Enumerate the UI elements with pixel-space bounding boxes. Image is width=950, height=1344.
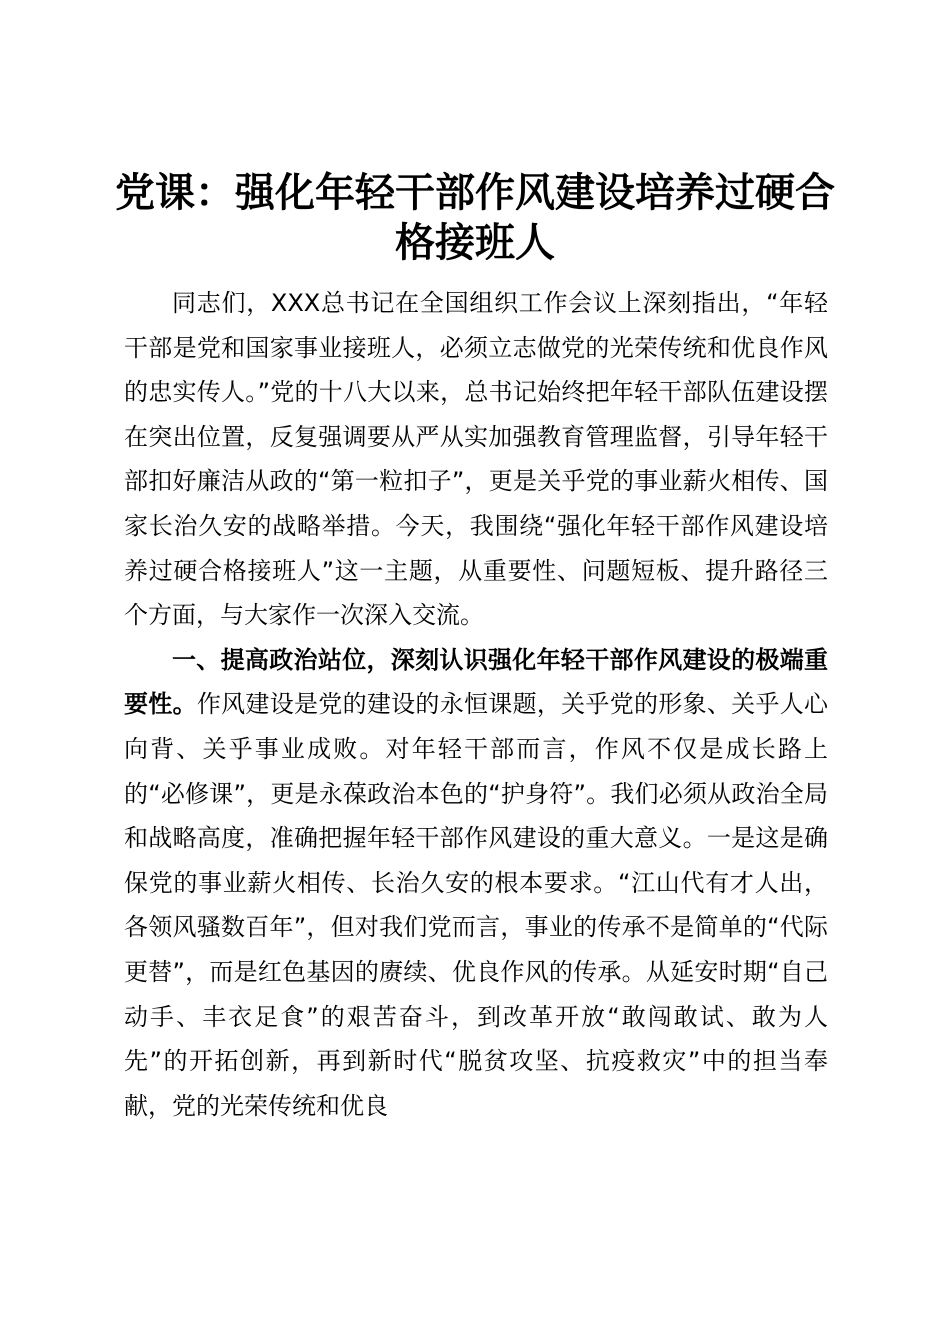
paragraph-text: 同志们，XXX总书记在全国组织工作会议上深刻指出，“年轻干部是党和国家事业接班人，必须立志做党的光荣传统和优良作风的忠实传人。”党的十八大以来，总书记始终把年轻干部队伍建设摆在突出位置，反复强调要从严从实加强教育管理监督，引导年轻干部扣好廉洁从政的“第一粒扣子”，更是关乎党的事业薪火相传、国家长治久安的战略举措。今天，我围绕“强化年轻干部作风建设培养过硬合格接班人”这一主题，从重要性、问题短板、提升路径三个方面，与大家作一次深入交流。 — [124, 289, 828, 630]
paragraph-text: 作风建设是党的建设的永恒课题，关乎党的形象、关乎人心向背、关乎事业成败。对年轻干部而言，作风不仅是成长路上的“必修课”，更是永葆政治本色的“护身符”。我们必须从政治全局和战略高度，准确把握年轻干部作风建设的重大意义。一是这是确保党的事业薪火相传、长治久安的根本要求。“江山代有才人出，各领风骚数百年”，但对我们党而言，事业的传承不是简单的“代际更替”，而是红色基因的赓续、优良作风的传承。从延安时期“自己动手、丰衣足食”的艰苦奋斗，到改革开放“敢闯敢试、敢为人先”的开拓创新，再到新时代“脱贫攻坚、抗疫救灾”中的担当奉献，党的光荣传统和优良 — [124, 690, 829, 1120]
document-title: 党课：强化年轻干部作风建设培养过硬合格接班人 — [115, 170, 835, 266]
section-heading: 一、提高政治站位，深刻认识强化年轻干部作风建设的极端重要性。 — [124, 645, 828, 719]
paragraph-intro — [124, 281, 828, 638]
document-body — [124, 281, 828, 1128]
paragraph-section-1 — [124, 638, 828, 1129]
